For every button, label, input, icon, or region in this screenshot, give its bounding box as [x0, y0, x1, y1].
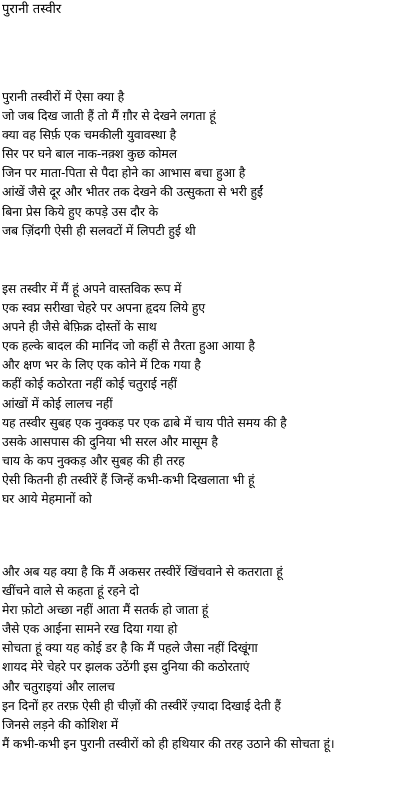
poem-line: कहीं कोई कठोरता नहीं कोई चतुराई नहीं: [2, 376, 177, 392]
poem-line: अपने ही जैसे बेफ़िक्र दोस्तों के साथ: [2, 319, 157, 335]
poem-line: सोचता हूं क्या यह कोई डर है कि मैं पहले जैसा नहीं दिखूंगा: [2, 640, 258, 656]
poem-line: यह तस्वीर सुबह एक नुक्कड़ पर एक ढाबे में चाय पीते समय की है: [2, 414, 287, 430]
poem-line: सिर पर घने बाल नाक-नक़्श कुछ कोमल: [2, 146, 177, 162]
poem-line: एक स्वप्न सरीखा चेहरे पर अपना हृदय लिये हुए: [2, 300, 206, 316]
poem-line: और क्षण भर के लिए एक कोने में टिक गया है: [2, 357, 201, 373]
poem-line: इस तस्वीर में मैं हूं अपने वास्तविक रूप में: [2, 281, 182, 296]
stanza-1: [2, 87, 263, 240]
poem-line: बिना प्रेस किये हुए कपड़े उस दौर के: [2, 203, 158, 219]
poem-line: पुरानी तस्वीरों में ऐसा क्या है: [2, 89, 125, 104]
poem-line: जब ज़िंदगी ऐसी ही सलवटों में लिपटी हुई थी: [2, 222, 196, 238]
poem-line: इन दिनों हर तरफ़ ऐसी ही चीज़ों की तस्वीरें ज़्यादा दिखाई देती हैं: [2, 697, 281, 713]
poem-line: जिन पर माता-पिता से पैदा होने का आभास बचा हुआ है: [2, 165, 246, 181]
poem-line: और चतुराइयां और लालच: [2, 678, 115, 694]
poem-line: मैं कभी-कभी इन पुरानी तस्वीरों को ही हथियार की तरह उठाने की सोचता हूं।: [2, 735, 335, 751]
poem-line: और अब यह क्या है कि मैं अकसर तस्वीरें खिंचवाने से कतराता हूं: [2, 564, 283, 579]
poem-line: आंखें जैसे दूर और भीतर तक देखने की उत्सुकता से भरी हुईं: [2, 184, 263, 200]
poem-line: घर आये मेहमानों को: [2, 491, 92, 507]
poem-line: जिनसे लड़ने की कोशिश में: [2, 716, 118, 732]
poem-line: जो जब दिख जाती हैं तो मैं ग़ौर से देखने लगता हूं: [2, 108, 216, 124]
stanza-2: [2, 279, 287, 508]
poem-line: शायद मेरे चेहरे पर झलक उठेंगी इस दुनिया की कठोरताएं: [2, 659, 250, 675]
poem-title: पुरानी तस्वीर: [2, 2, 62, 17]
poem-line: चाय के कप नुक्कड़ और सुबह की ही तरह: [2, 452, 185, 468]
poem-line: जैसे एक आईना सामने रख दिया गया हो: [2, 621, 178, 637]
poem-line: क्या वह सिर्फ़ एक चमकीली युवावस्था है: [2, 127, 177, 143]
poem-line: ऐसी कितनी ही तस्वीरें हैं जिन्हें कभी-कभी दिखलाता भी हूं: [2, 471, 255, 487]
poem-line: मेरा फ़ोटो अच्छा नहीं आता मैं सतर्क हो जाता हूं: [2, 602, 209, 618]
poem-line: उसके आसपास की दुनिया भी सरल और मासूम है: [2, 433, 218, 449]
poem-line: एक हल्के बादल की मानिंद जो कहीं से तैरता हुआ आया है: [2, 338, 255, 354]
stanza-3: [2, 562, 334, 753]
poem-line: आंखों में कोई लालच नहीं: [2, 395, 113, 411]
poem-line: खींचने वाले से कहता हूं रहने दो: [2, 583, 139, 599]
